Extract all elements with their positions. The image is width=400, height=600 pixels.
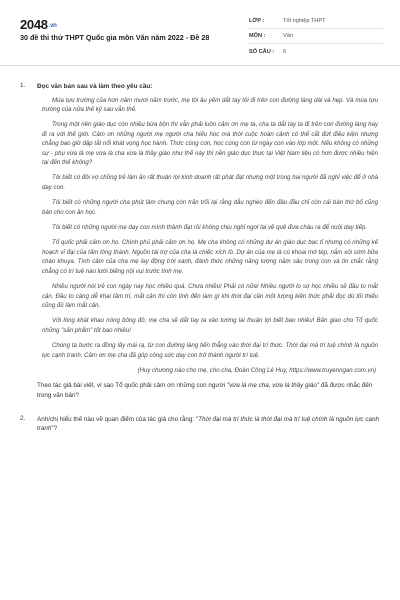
- prompt-after: "?: [51, 425, 58, 433]
- meta-row-subject: [249, 29, 383, 44]
- exam-title: 30 đề thi thử THPT Quốc gia môn Văn năm 2022 - Đề 28: [20, 33, 210, 42]
- logo-ext-text: .vn: [48, 23, 57, 29]
- exam-content: [0, 72, 400, 434]
- passage-paragraph: Với lòng khát khao nóng bỏng đó, mẹ cha sẽ dắt tay ta vào tương lai thuận lợi biết bao nhiêu! Bản giao cho Tổ quốc những "sản phẩm" tốt bao nhiêu!: [42, 317, 378, 334]
- meta-value: 6: [283, 48, 287, 55]
- meta-label: SỐ CÂU :: [249, 48, 275, 55]
- meta-row-count: [249, 44, 383, 59]
- reading-passage: [42, 96, 378, 376]
- passage-paragraph: Tôi biết có những người cha phút lâm chung còn trăn trối lại rằng dẫu nghèo đến đâu đầu chỉ còn cái bàn thờ bố cũng bán cho con ăn học.: [42, 199, 378, 216]
- question-1: [0, 82, 400, 92]
- sub-prompt-after: đã được nhắc đến trong văn bản?: [37, 382, 373, 399]
- exam-meta-table: [249, 14, 383, 59]
- meta-label: LỚP :: [249, 18, 265, 24]
- prompt-quote: Thời đại mà trí thức là thời đại mà trí tuệ chính là nguồn lực cạnh tranh: [37, 415, 379, 433]
- site-logo[interactable]: [20, 17, 57, 32]
- document-header: [0, 0, 400, 66]
- sub-prompt-before: Theo tác giả bài viết, vì sao Tổ quốc phải cảm ơn những con người: [37, 382, 227, 390]
- question-2: [0, 415, 400, 434]
- passage-paragraph: Tôi biết có những người mẹ dạy con mình thành đạt rồi không chịu nghỉ ngơi lại về quê đưa cháu ra để nuôi dạy tiếp.: [52, 224, 368, 232]
- question-prompt: [37, 415, 380, 434]
- passage-paragraph: Trong một nền giáo dục còn nhiều bừa bộn thì vẫn phải luôn cảm ơn mẹ ta, cha ta dắt tay ta đi trên con đường làng hay đi ra với thế giới. Cảm ơn những người mẹ người cha hiếu học mà thời cuộc hoàn cảnh có thể cắt đứt điều kiện nhưng chẳng bao giờ dập tắt nổi khát vọng học hành. Thức cùng con, học cùng con từ ngày con vào lớp một. Nếu không có những sự - phụ vừa là mẹ vừa là cha vừa là thầy giáo như thế này thì nền giáo dục thực tại Việt Nam liệu có hơn được nhiều hiện tại đến thế không?: [42, 121, 378, 167]
- passage-paragraph: Tôi biết có đôi vợ chồng trẻ làm ăn rất thuận lợi kinh doanh rất phát đạt nhưng một trong hai người đã nghỉ việc để ở nhà dạy con.: [42, 174, 378, 191]
- meta-value: Văn: [283, 33, 293, 39]
- passage-paragraph: Mùa tựu trường của hơn năm mươi năm trước, mẹ tôi âu yếm dắt tay tôi đi trên con đường làng dài và hẹp. Và mùa tựu trường của nửa thế kỷ sau vẫn thế.: [42, 96, 378, 113]
- passage-paragraph: Nhiều người nói trẻ con ngày nay học nhiều quá. Chưa nhiều! Phải có nữa! Nhiều người lo sợ học nhiều sẽ đầu to mắt cận. Đầu to càng dễ khai tâm trí, mắt cận thì còn tinh đến làm gì khi thời đại cần một lượng kiến thức phải đọc dù tối thiểu cũng đủ làm mắt cận.: [42, 283, 378, 309]
- question-prompt: Đọc văn bản sau và làm theo yêu cầu:: [37, 83, 153, 90]
- meta-row-class: [249, 14, 383, 29]
- meta-value: Tốt nghiệp THPT: [283, 18, 326, 24]
- question-number: 2.: [20, 414, 26, 422]
- logo-main-text: 2048: [20, 17, 48, 32]
- sub-prompt-quote: "vừa là mẹ cha, vừa là thầy giáo": [226, 382, 320, 390]
- question-1-sub-prompt: [37, 381, 380, 400]
- passage-paragraph: Tổ quốc phải cảm ơn họ. Chính phủ phải cảm ơn họ. Mẹ cha không có những dự án giáo dục bạc tỉ nhưng có những kế hoạch vĩ đại của tấm lòng thành. Nguồn tài trợ của cha là chiếc xích lô. Dự án của mẹ là cú khoai mớ tép, nắm xôi sớm bữa cháo khuya. Tình cảm của cha mẹ lay động trời xanh, đánh thức những năng lượng năm sâu trong con và tin chắc rằng chẳng có trí tuệ nào lười biếng nội vụi trước tình mẹ.: [42, 239, 378, 275]
- passage-citation: (Huy chương nào cho mẹ, cho cha, Đoàn Công Lê Huy, https://www.truyenngan.com.vn): [137, 366, 376, 374]
- passage-paragraph: Chúng ta bước ra đồng lấy mái rạ, từ con đường làng tiến thẳng vào thời đại trí thức. Thời đại mà trí tuệ chính là nguồn lực cạnh tranh. Cảm ơn mẹ cha đã góp công sức dạy con trở thành người trí tuệ.: [42, 342, 378, 359]
- meta-label: MÔN :: [249, 33, 266, 39]
- question-number: 1.: [20, 82, 26, 89]
- prompt-before: Anh/chị hiểu thế nào về quan điểm của tác giả cho rằng: ": [37, 415, 199, 423]
